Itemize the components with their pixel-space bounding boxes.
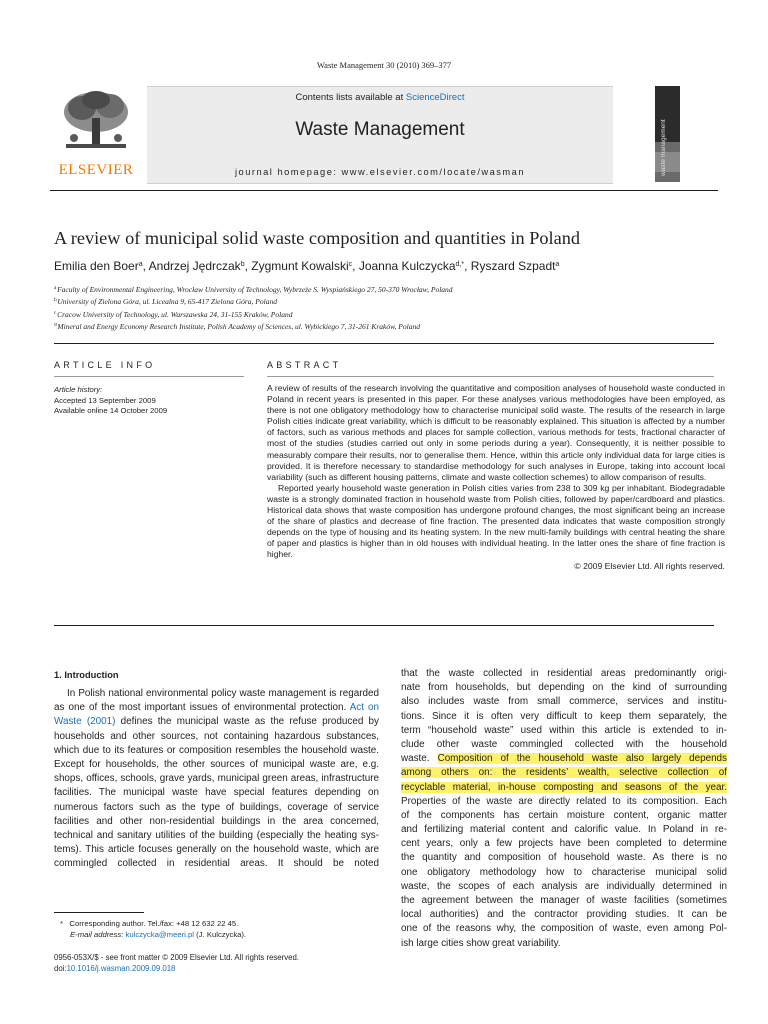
highlighted-text[interactable]: among others on: the residents’ wealth, selective collection of (401, 767, 727, 779)
corresponding-author-note: * Corresponding author. Tel./fax: +48 12 632 22 45. (60, 919, 239, 928)
cover-title: waste management (660, 119, 667, 176)
abstract-paragraph: A review of results of the research involving the quantitative and composition analyses of household waste conducted in Poland in recent years is presented in this paper. For these analyses various methodologies have been employed, as there is not one obligatory methodology how to characterise municipal solid waste. The results of the research in large Polish cities indicate great variability, which is difficult to be reasonably explained. This situation is affected by a number of factors, such as various methods and places for sample collection, various methods for tests, fractional character of most of the studies (studies carried out only in some periods during a year). Consequently, it is neither possible to measurably compare their results, nor to generalise them. Hence, within this article only individual data for large cities is provided. It is therefore necessary to standardise methodology for such analyses in Europe, taking into account local variability (such as different housing patterns, climate and waste collection schemes) to allow comparison of results. (267, 383, 725, 482)
highlighted-text[interactable]: Composition of the household waste also largely depends (437, 753, 727, 765)
body-line: cent years, only a few projects have been completed to determine (401, 838, 727, 850)
issn-line: 0956-053X/$ - see front matter © 2009 Elsevier Ltd. All rights reserved. (54, 953, 299, 962)
affiliations (54, 283, 714, 333)
affiliation: $^a$ Faculty of Environmental Engineering, Wrocław University of Technology, Wybrzeże S. Wyspiańskiego 27, 50-370 Wrocław, Poland (54, 285, 453, 294)
body-line: Properties of the waste are directly related to its composition. Each (401, 795, 727, 807)
footnote-rule (54, 912, 144, 913)
abstract-copyright: © 2009 Elsevier Ltd. All rights reserved. (574, 560, 725, 571)
elsevier-wordmark: ELSEVIER (58, 162, 134, 178)
sciencedirect-link[interactable]: ScienceDirect (405, 92, 465, 103)
body-line (401, 781, 727, 795)
article-title: A review of municipal solid waste composition and quantities in Poland (54, 228, 581, 248)
body-line: one obligatory methodology how to characterise municipal solid (401, 866, 727, 878)
email-link[interactable]: kulczycka@meeri.pl (125, 929, 195, 939)
author[interactable]: Ryszard Szpadt$^a$ (470, 259, 560, 273)
running-head: Waste Management 30 (2010) 369–377 (316, 60, 452, 70)
body-line: clude other waste commingled collected with the household (401, 738, 727, 750)
elsevier-logo[interactable] (50, 86, 142, 184)
journal-title-box (147, 86, 613, 184)
abstract-paragraph: Reported yearly household waste generation in Polish cities varies from 238 to 309 kg per inhabitant. Biodegradable waste is a strongly dominated fraction in household waste from Polish cities, followed by paper/cardboard and plastics. Historical data shows that waste composition has undergone profound changes, the most significant being an increase of the share of plastics and decrease of fine fraction. The presented data indicates that waste composition strongly depends on the type of housing and its heating system. In the new multi-family buildings with central heating the share of paper and plastics is higher than in old houses with individual heating. In the latter ones the share of fine fraction is higher. (267, 482, 725, 560)
author-list (54, 259, 734, 273)
history-label: Article history: (54, 385, 103, 394)
elsevier-tree-icon (58, 88, 134, 152)
journal-cover-image[interactable] (655, 86, 680, 182)
journal-masthead (50, 86, 680, 184)
body-line: the quantity and composition of household waste. As there is no (401, 852, 727, 864)
accepted-date: Accepted 13 September 2009 (54, 395, 156, 405)
body-line: the agreement between the manager of waste facilities (sometimes (401, 895, 727, 906)
article-history (54, 385, 244, 417)
body-line: nate from households, but depending on the kind of surrounding (401, 682, 727, 694)
contents-line (147, 92, 613, 103)
reference-link-act-on-waste[interactable]: Act on Waste (2001) (54, 702, 379, 728)
section-heading-introduction: 1. Introduction (54, 670, 119, 680)
body-line: of the components has certain moisture content, organic matter (401, 809, 727, 821)
journal-homepage-link[interactable]: journal homepage: www.elsevier.com/locate/wasman (234, 167, 526, 177)
body-column-right (401, 667, 727, 951)
abstract-bottom-rule (54, 625, 714, 626)
body-column-left (54, 687, 379, 872)
body-line: and fertilizing material content and calorific value. In Poland in re- (401, 824, 727, 836)
article-info-heading: ARTICLE INFO (54, 360, 156, 370)
author[interactable]: Joanna Kulczycka$^{d,*}$, (358, 259, 471, 273)
contents-prefix: Contents lists available at (295, 92, 406, 103)
body-line: ish large cities show great variability. (401, 937, 561, 949)
body-line: tions. Since it is often very difficult to keep them separately, the (401, 710, 727, 722)
body-line (401, 766, 727, 780)
highlighted-text[interactable]: recyclable material, in-house composting and seasons of the year. (401, 781, 727, 793)
article-info-rule (54, 376, 244, 377)
abstract-rule (267, 376, 714, 377)
body-line: that the waste collected in residential areas predominantly origi- (401, 668, 727, 679)
masthead-rule (50, 190, 718, 191)
body-line: waste. Composition of the household waste also largely depends (401, 753, 727, 765)
body-line: waste, the scopes of each analysis are individually determined in (401, 880, 727, 892)
body-line: also includes waste from small commerce, services and institu- (401, 696, 727, 708)
body-line: local authorities) and the contractor providing studies. It can be (401, 909, 727, 921)
doi-line: doi:10.1016/j.wasman.2009.09.018 (54, 964, 176, 973)
author[interactable]: Zygmunt Kowalski$^c$, (251, 259, 359, 273)
header-rule (54, 343, 714, 344)
author[interactable]: Andrzej Jędrczak$^b$, (148, 259, 252, 273)
page-footer (54, 952, 454, 974)
journal-title: Waste Management (295, 119, 465, 140)
email-note: E-mail address: kulczycka@meeri.pl (J. Kulczycka). (70, 929, 247, 939)
doi-link[interactable]: 10.1016/j.wasman.2009.09.018 (66, 964, 176, 973)
abstract-body (267, 383, 725, 572)
available-online-date: Available online 14 October 2009 (54, 406, 168, 416)
footnote (60, 919, 380, 940)
abstract-heading: ABSTRACT (267, 360, 342, 370)
affiliation: $^c$ Cracow University of Technology, ul. Warszawska 24, 31-155 Kraków, Poland (54, 309, 293, 319)
body-line: one of the reasons why, the composition of waste, even among Pol- (401, 923, 727, 935)
author[interactable]: Emilia den Boer$^a$, (54, 259, 149, 273)
body-line: term “household waste” used within this article is extended to in- (401, 724, 727, 736)
body-paragraph: In Polish national environmental policy waste management is regarded as one of the most important issues of environmental protection. Act on Waste (2001) defines the municipal waste as the refuse produced by households and other sources, not containing hazardous substances, which due to its features or composition resembles the household waste. Except for households, the other sources of municipal waste are, e.g. shops, offices, schools, grave yards, municipal green areas, infrastructure facilities. The municipal waste have special features depending on numerous factors such as the type of buildings, coverage of service facilities and other non-residential buildings in the area concerned, technical and sanitary utilities of the building (especially the heating systems). This article focuses generally on the household waste, which are commingled collected in residential areas. It should be noted (54, 688, 379, 870)
affiliation: $^b$ University of Zielona Góra, ul. Licealna 9, 65-417 Zielona Góra, Poland (54, 297, 277, 307)
affiliation: $^d$ Mineral and Energy Economy Research Institute, Polish Academy of Sciences, ul. Wybickiego 7, 31-261 Kraków, Poland (54, 322, 420, 332)
